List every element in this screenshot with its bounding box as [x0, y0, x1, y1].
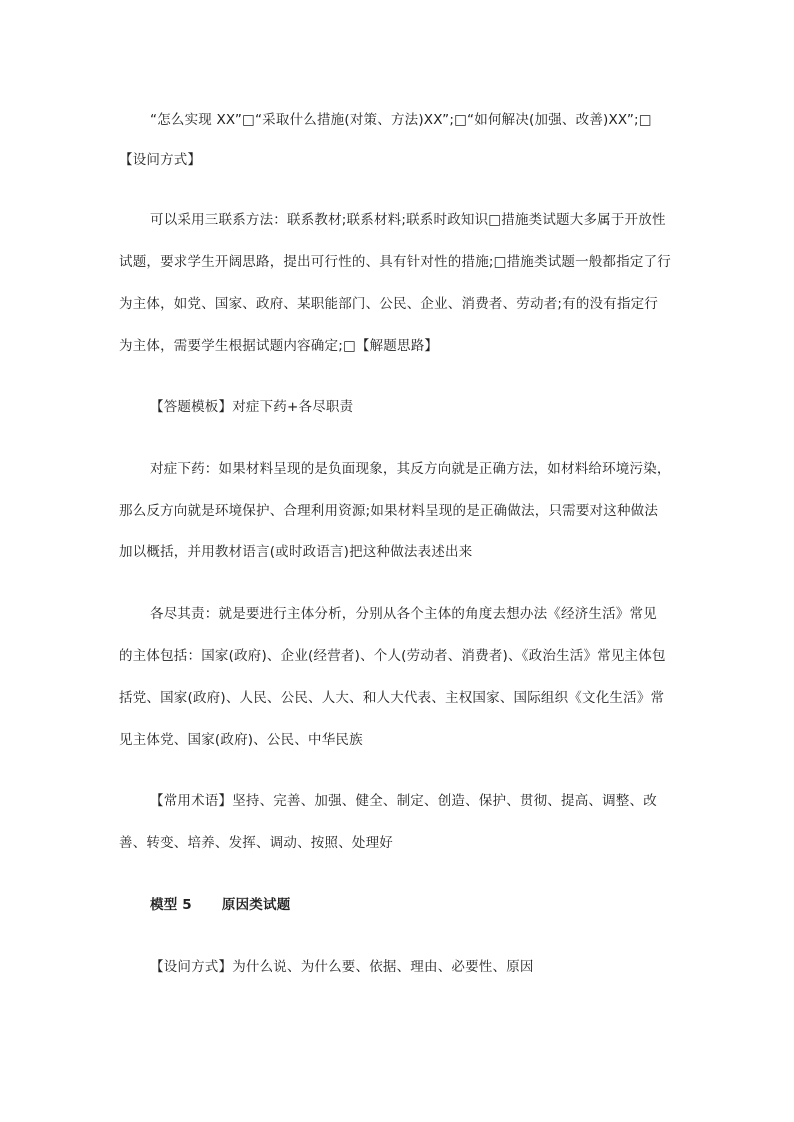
- model-heading-label: 模型 5: [150, 897, 192, 913]
- text-line-17: 【设问方式】为什么说、为什么要、依据、理由、必要性、原因: [150, 959, 534, 975]
- text-line-2: 【设问方式】: [119, 152, 202, 168]
- text-line-6: 为主体，需要学生根据试题内容确定;□【解题思路】: [119, 338, 439, 354]
- text-line-8: 对症下药：如果材料呈现的是负面现象，其反方向就是正确方法，如材料给环境污染，: [150, 461, 671, 477]
- text-line-5: 为主体，如党、国家、政府、某职能部门、公民、企业、消费者、劳动者;有的没有指定行: [119, 296, 659, 312]
- text-line-16: 善、转变、培养、发挥、调动、按照、处理好: [119, 835, 393, 851]
- text-line-15: 【常用术语】坚持、完善、加强、健全、制定、创造、保护、贯彻、提高、调整、改: [150, 793, 657, 809]
- text-line-14: 见主体党、国家(政府)、公民、中华民族: [119, 732, 363, 748]
- model-heading-title: 原因类试题: [221, 897, 291, 913]
- text-line-11: 各尽其责：就是要进行主体分析，分别从各个主体的角度去想办法《经济生活》常见: [150, 606, 657, 622]
- text-line-7: 【答题模板】对症下药+各尽职责: [150, 399, 354, 415]
- text-line-3: 可以采用三联系方法：联系教材;联系材料;联系时政知识□措施类试题大多属于开放性: [150, 212, 666, 228]
- text-line-12: 的主体包括：国家(政府)、企业(经营者)、个人(劳动者、消费者)、《政治生活》常见主体包: [119, 648, 666, 664]
- text-line-13: 括党、国家(政府)、人民、公民、人大、和人大代表、主权国家、国际组织《文化生活》常: [119, 690, 665, 706]
- text-line-9: 那么反方向就是环境保护、合理利用资源;如果材料呈现的是正确做法，只需要对这种做法: [119, 503, 659, 519]
- model-heading: [150, 896, 290, 914]
- text-line-10: 加以概括，并用教材语言(或时政语言)把这种做法表述出来: [119, 544, 473, 560]
- text-line-4: 试题，要求学生开阔思路，提出可行性的、具有针对性的措施;□措施类试题一般都指定了行: [119, 254, 672, 270]
- text-line-1: “怎么实现 XX”□“采取什么措施(对策、方法)XX”;□“如何解决(加强、改善)XX”;□: [150, 112, 652, 128]
